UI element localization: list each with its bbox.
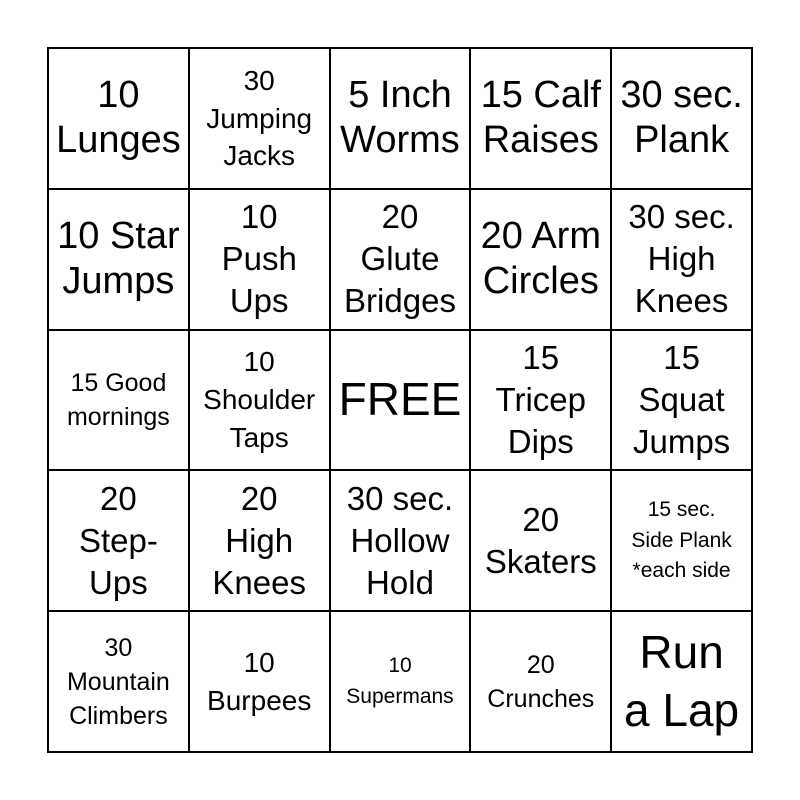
bingo-cell[interactable] <box>611 470 752 611</box>
bingo-cell[interactable] <box>189 611 330 752</box>
bingo-cell[interactable] <box>330 611 471 752</box>
cell-text: 10 Supermans <box>346 654 454 708</box>
cell-text: 15 Calf Raises <box>480 73 601 162</box>
cell-text: 15 sec. Side Plank *each side <box>631 498 732 582</box>
bingo-cell[interactable] <box>611 189 752 330</box>
cell-text: 15 Squat Jumps <box>632 339 731 460</box>
cell-text: 10 Lunges <box>56 73 181 162</box>
bingo-cell[interactable] <box>48 611 189 752</box>
bingo-cell[interactable] <box>330 189 471 330</box>
cell-text: 30 sec. Hollow Hold <box>346 479 454 601</box>
cell-text: 15 Tricep Dips <box>495 339 587 460</box>
bingo-cell[interactable] <box>48 189 189 330</box>
bingo-cell[interactable] <box>189 189 330 330</box>
cell-text: 5 Inch Worms <box>340 73 460 162</box>
bingo-cell[interactable] <box>470 330 611 471</box>
cell-text: FREE <box>338 373 462 426</box>
cell-text: 30 Jumping Jacks <box>206 64 313 172</box>
bingo-cell[interactable] <box>611 48 752 189</box>
cell-text: 20 Crunches <box>487 650 595 713</box>
bingo-cell[interactable] <box>48 330 189 471</box>
bingo-cell[interactable] <box>611 611 752 752</box>
bingo-cell[interactable] <box>189 48 330 189</box>
cell-text: 10 Burpees <box>207 646 312 716</box>
bingo-board <box>47 47 753 753</box>
cell-text: 20 High Knees <box>212 479 306 601</box>
cell-text: 15 Good mornings <box>66 368 170 431</box>
cell-text: 30 Mountain Climbers <box>66 633 170 730</box>
bingo-cell[interactable] <box>611 330 752 471</box>
cell-text: 10 Push Ups <box>221 198 297 320</box>
bingo-cell[interactable] <box>470 611 611 752</box>
cell-text: 20 Step- Ups <box>78 479 158 601</box>
cell-text: 20 Skaters <box>484 500 597 580</box>
cell-text: 30 sec. Plank <box>620 73 743 162</box>
bingo-cell[interactable] <box>330 48 471 189</box>
bingo-cell[interactable] <box>470 470 611 611</box>
bingo-cell[interactable] <box>189 470 330 611</box>
cell-text: 10 Shoulder Taps <box>203 346 316 453</box>
cell-text: 20 Glute Bridges <box>344 198 456 320</box>
bingo-cell[interactable] <box>48 470 189 611</box>
bingo-cell[interactable] <box>470 189 611 330</box>
bingo-cell[interactable] <box>470 48 611 189</box>
free-space-cell[interactable] <box>330 330 471 471</box>
cell-text: 10 Star Jumps <box>57 214 180 303</box>
bingo-cell[interactable] <box>48 48 189 189</box>
cell-text: 30 sec. High Knees <box>628 198 735 320</box>
bingo-cell[interactable] <box>330 470 471 611</box>
bingo-cell[interactable] <box>189 330 330 471</box>
cell-text: Run a Lap <box>624 626 740 736</box>
cell-text: 20 Arm Circles <box>480 214 601 303</box>
